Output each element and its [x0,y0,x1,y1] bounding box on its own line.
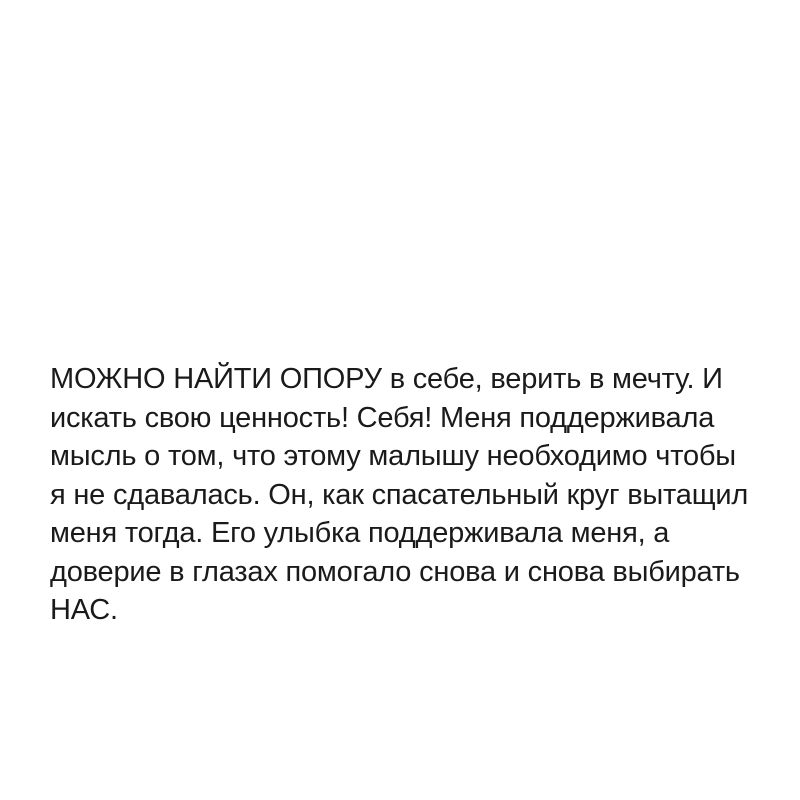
text-line-6: доверие в глазах помогало снова и снова выбирать [50,555,740,588]
post-text [50,360,770,630]
text-line-3: мысль о том, что этому малышу необходимо чтобы [50,440,736,472]
text-line-2: искать свою ценность! Себя! Меня поддерживала [50,401,715,434]
text-line-7: НАС. [50,594,118,626]
text-line-4: я не сдавалась. Он, как спасательный круг вытащил [50,478,749,511]
text-line-1: МОЖНО НАЙТИ ОПОРУ в себе, верить в мечту. И [50,363,723,395]
text-line-5: меня тогда. Его улыбка поддерживала меня, а [50,517,670,549]
